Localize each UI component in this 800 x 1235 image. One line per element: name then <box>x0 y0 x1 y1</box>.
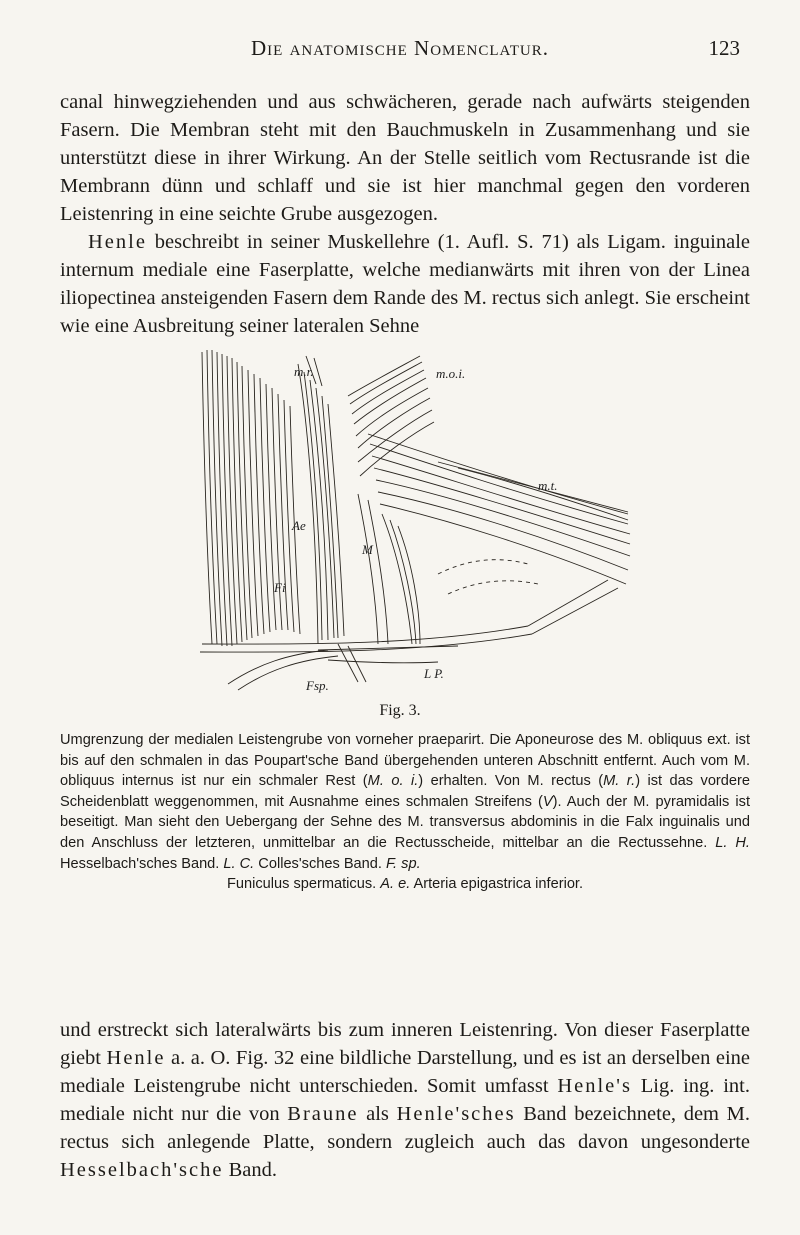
caption-ital-6: F. sp. <box>386 855 421 872</box>
author-braune: Braune <box>287 1103 359 1125</box>
author-henles: Henle's <box>557 1075 632 1097</box>
figure-label: Fig. 3. <box>379 702 421 719</box>
transversus-fibers <box>368 434 630 584</box>
paragraph-3-part-1: und erstreckt sich lateralwärts bis zum inneren Leistenring. Von dieser Faserplatte giebt <box>60 1019 750 1069</box>
label-mr-top: m.r. <box>294 364 314 379</box>
author-henle-2: Henle <box>106 1047 166 1069</box>
caption-last-pre: Funiculus spermaticus. <box>226 876 381 893</box>
label-fsp: Fsp. <box>306 678 329 693</box>
caption-ital-7: A. e. <box>380 876 411 893</box>
inguinal-band <box>200 580 618 690</box>
caption-part-2: ) erhalten. Von M. rectus ( <box>418 773 604 790</box>
paragraph-3 <box>60 1016 750 1184</box>
author-henlesches: Henle'sches <box>396 1103 516 1125</box>
author-henle: Henle <box>88 231 147 253</box>
paragraph-3-part-2: a. a. O. Fig. 32 eine bildliche Darstellung, und es ist an derselben eine mediale Leistengrube nicht unterschieden. Somit umfasst <box>60 1047 750 1097</box>
anatomical-figure <box>198 344 634 694</box>
caption-part-1: Umgrenzung der medialen Leistengrube von vorneher praeparirt. Die Aponeurose des M. obliquus ext. ist bis auf den schmalen in das Poupart'sche Band übergehenden unteren Abschnitt entfernt. Auch vom M. obliquus internus ist nur ein schmaler Rest ( <box>60 732 750 790</box>
paragraph-3-part-4: als <box>358 1103 397 1125</box>
paragraph-3-part-6: Band. <box>223 1159 278 1181</box>
rectus-fibers <box>202 350 300 646</box>
page-number: 123 <box>708 36 740 60</box>
paragraph-3-part-5: Band bezeichnete, dem M. rectus sich anlegende Platte, sondern zugleich auch das davon ungesonderte <box>60 1103 751 1153</box>
label-moi: m.o.i. <box>436 366 466 381</box>
caption-ital-4: L. H. <box>715 834 750 851</box>
caption-part-6: Colles'sches Band. <box>254 855 387 872</box>
page-header <box>0 36 800 76</box>
caption-ital-3: V <box>542 793 553 810</box>
figure-caption <box>60 730 750 895</box>
caption-last-line <box>60 874 750 895</box>
caption-part-4: ). Auch der M. pyramidalis ist beseitigt. Man sieht den Uebergang der Sehne des M. transversus abdominis in die Falx inguinalis und den Anschluss der letzteren, unmittelbar an die Rectusscheide, mittelbar an die Rectussehne. <box>60 793 750 851</box>
falx-fibers <box>358 494 420 644</box>
label-lp: L P. <box>424 666 444 681</box>
paragraph-3-part-3: Lig. ing. int. mediale nicht nur die von <box>60 1075 750 1125</box>
paragraph-2-text: beschreibt in seiner Muskellehre (1. Aufl. S. 71) als Ligam. inguinale internum mediale eine Faserplatte, welche medianwärts mit ihren von der Linea iliopectinea ansteigenden Fasern dem Rande des M. rectus sich anlegt. Sie erscheint wie eine Ausbreitung seiner lateralen Sehne <box>60 231 750 337</box>
caption-part-3: ) ist das vordere Scheidenblatt weggenommen, mit Ausnahme eines schmalen Streifens ( <box>60 773 751 810</box>
caption-ital-5: L. C. <box>223 855 255 872</box>
paragraph-1 <box>60 88 750 340</box>
label-mt: m.t. <box>538 478 558 493</box>
caption-ital-2: M. r. <box>603 773 636 790</box>
author-hesselbach: Hesselbach'sche <box>60 1159 224 1181</box>
paragraph-1-text: canal hinwegziehenden und aus schwächeren, gerade nach aufwärts steigenden Fasern. Die Membran steht mit den Bauchmuskeln in Zusammenhang und sie unterstützt diese in ihrer Wirkung. An der Stelle seitlich vom Rectusrande ist die Membrann dünn und schlaff und sie ist hier manchmal gegen den vorderen Leistenring in eine seichte Grube ausgezogen. <box>60 91 750 225</box>
epigastric-vessel <box>438 560 538 594</box>
internal-oblique-band <box>348 356 434 476</box>
oblique-fibers <box>298 356 344 644</box>
caption-part-5: Hesselbach'sches Band. <box>60 855 224 872</box>
label-ae: Ae <box>292 518 306 533</box>
label-m: M <box>362 542 373 557</box>
caption-last-post: Arteria epigastrica inferior. <box>410 876 584 893</box>
caption-ital-1: M. o. i. <box>367 773 419 790</box>
running-title: Die anatomische Nomenclatur. <box>251 36 549 60</box>
label-fi: Fi <box>274 580 286 595</box>
